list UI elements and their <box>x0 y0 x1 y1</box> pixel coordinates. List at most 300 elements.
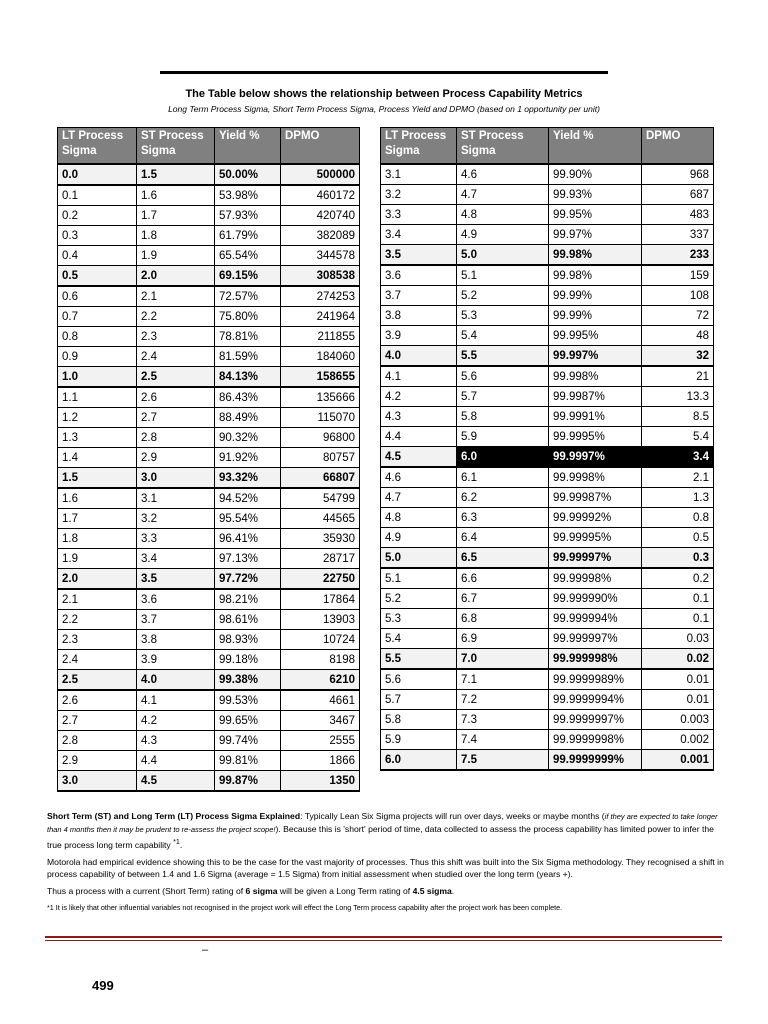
cell-lt-sigma: 3.6 <box>381 265 457 286</box>
cell-lt-sigma: 2.1 <box>58 589 137 610</box>
cell-dpmo: 28717 <box>281 549 360 569</box>
table-row <box>58 448 360 468</box>
cell-st-sigma: 6.3 <box>457 508 549 528</box>
cell-dpmo: 1.3 <box>642 488 714 508</box>
cell-yield: 78.81% <box>215 327 281 347</box>
cell-dpmo: 2.1 <box>642 467 714 488</box>
cell-st-sigma: 5.2 <box>457 286 549 306</box>
table-row <box>58 711 360 731</box>
cell-lt-sigma: 1.0 <box>58 367 137 388</box>
cell-lt-sigma: 0.2 <box>58 206 137 226</box>
cell-dpmo: 0.5 <box>642 528 714 548</box>
table-row <box>58 185 360 206</box>
cell-yield: 90.32% <box>215 428 281 448</box>
table-row <box>58 509 360 529</box>
table-row <box>58 468 360 489</box>
cell-dpmo: 483 <box>642 205 714 225</box>
cell-dpmo: 337 <box>642 225 714 245</box>
cell-lt-sigma: 3.1 <box>381 164 457 185</box>
cell-yield: 99.98% <box>549 245 642 266</box>
cell-st-sigma: 4.5 <box>137 771 215 792</box>
cell-lt-sigma: 2.6 <box>58 690 137 711</box>
table-row <box>58 771 360 792</box>
cell-st-sigma: 6.9 <box>457 629 549 649</box>
cell-yield: 98.93% <box>215 630 281 650</box>
cell-lt-sigma: 1.5 <box>58 468 137 489</box>
cell-dpmo: 274253 <box>281 286 360 307</box>
cell-yield: 72.57% <box>215 286 281 307</box>
cell-st-sigma: 5.3 <box>457 306 549 326</box>
cell-st-sigma: 5.0 <box>457 245 549 266</box>
cell-yield: 99.99992% <box>549 508 642 528</box>
cell-lt-sigma: 0.4 <box>58 246 137 266</box>
cell-dpmo: 10724 <box>281 630 360 650</box>
cell-dpmo: 0.001 <box>642 750 714 771</box>
cell-st-sigma: 6.4 <box>457 528 549 548</box>
cell-lt-sigma: 1.8 <box>58 529 137 549</box>
table-row <box>381 750 714 771</box>
table-row <box>58 164 360 185</box>
table-row <box>381 245 714 266</box>
cell-lt-sigma: 5.1 <box>381 568 457 589</box>
cell-lt-sigma: 0.1 <box>58 185 137 206</box>
cell-lt-sigma: 1.4 <box>58 448 137 468</box>
cell-st-sigma: 5.6 <box>457 366 549 387</box>
note-conclusion: Thus a process with a current (Short Term) rating of 6 sigma will be given a Long Term rating of 4.5 sigma. <box>47 885 455 896</box>
cell-dpmo: 968 <box>642 164 714 185</box>
cell-lt-sigma: 2.4 <box>58 650 137 670</box>
table-row <box>58 347 360 367</box>
col-lt-sigma: LT Process Sigma <box>381 128 457 165</box>
cell-lt-sigma: 3.3 <box>381 205 457 225</box>
cell-lt-sigma: 4.9 <box>381 528 457 548</box>
table-header-row <box>58 128 360 165</box>
cell-yield: 75.80% <box>215 307 281 327</box>
cell-dpmo: 0.01 <box>642 669 714 690</box>
cell-st-sigma: 3.2 <box>137 509 215 529</box>
cell-yield: 99.99% <box>549 306 642 326</box>
cell-dpmo: 4661 <box>281 690 360 711</box>
cell-st-sigma: 3.5 <box>137 569 215 590</box>
cell-dpmo: 158655 <box>281 367 360 388</box>
cell-yield: 91.92% <box>215 448 281 468</box>
cell-st-sigma: 5.7 <box>457 387 549 407</box>
cell-lt-sigma: 2.0 <box>58 569 137 590</box>
cell-st-sigma: 6.7 <box>457 589 549 609</box>
cell-lt-sigma: 4.4 <box>381 427 457 447</box>
cell-dpmo: 1350 <box>281 771 360 792</box>
cell-yield: 99.81% <box>215 751 281 771</box>
cell-dpmo: 0.1 <box>642 609 714 629</box>
table-row <box>381 205 714 225</box>
table-row <box>58 226 360 246</box>
cell-lt-sigma: 2.8 <box>58 731 137 751</box>
cell-st-sigma: 3.8 <box>137 630 215 650</box>
cell-yield: 99.99997% <box>549 548 642 569</box>
cell-yield: 99.999994% <box>549 609 642 629</box>
cell-st-sigma: 4.3 <box>137 731 215 751</box>
table-row <box>58 731 360 751</box>
table-row <box>58 610 360 630</box>
table-row <box>58 327 360 347</box>
cell-st-sigma: 4.6 <box>457 164 549 185</box>
table-row <box>381 427 714 447</box>
cell-dpmo: 687 <box>642 185 714 205</box>
cell-dpmo: 32 <box>642 346 714 367</box>
cell-st-sigma: 1.6 <box>137 185 215 206</box>
cell-st-sigma: 5.4 <box>457 326 549 346</box>
cell-dpmo: 308538 <box>281 266 360 287</box>
col-lt-sigma: LT Process Sigma <box>58 128 137 165</box>
cell-dpmo: 184060 <box>281 347 360 367</box>
table-row <box>58 246 360 266</box>
cell-dpmo: 66807 <box>281 468 360 489</box>
cell-st-sigma: 7.5 <box>457 750 549 771</box>
table-row <box>381 407 714 427</box>
cell-st-sigma: 5.1 <box>457 265 549 286</box>
cell-st-sigma: 3.1 <box>137 488 215 509</box>
table-row <box>58 367 360 388</box>
cell-st-sigma: 5.9 <box>457 427 549 447</box>
cell-lt-sigma: 5.8 <box>381 710 457 730</box>
table-row <box>381 366 714 387</box>
table-row <box>381 508 714 528</box>
cell-yield: 99.9999997% <box>549 710 642 730</box>
cell-st-sigma: 1.9 <box>137 246 215 266</box>
cell-st-sigma: 3.6 <box>137 589 215 610</box>
note-motorola: Motorola had empirical evidence showing this to be the case for the vast majority of processes. Thus this shift was built into the Six Sigma methodology. They recognised a shift in process capability of between 1.4 and 1.6 Sigma (average = 1.5 Sigma) from initial assessment when studied over the long term (years +). <box>47 856 724 879</box>
cell-st-sigma: 1.8 <box>137 226 215 246</box>
cell-yield: 99.9998% <box>549 467 642 488</box>
cell-yield: 99.9999998% <box>549 730 642 750</box>
table-row <box>381 589 714 609</box>
cell-dpmo: 6210 <box>281 670 360 691</box>
cell-yield: 99.9987% <box>549 387 642 407</box>
cell-lt-sigma: 5.0 <box>381 548 457 569</box>
cell-st-sigma: 2.4 <box>137 347 215 367</box>
cell-dpmo: 3.4 <box>642 447 714 468</box>
cell-dpmo: 0.3 <box>642 548 714 569</box>
cell-dpmo: 233 <box>642 245 714 266</box>
cell-dpmo: 0.8 <box>642 508 714 528</box>
table-row <box>381 690 714 710</box>
table-row <box>58 529 360 549</box>
cell-dpmo: 1866 <box>281 751 360 771</box>
cell-yield: 99.95% <box>549 205 642 225</box>
cell-st-sigma: 4.4 <box>137 751 215 771</box>
cell-yield: 99.9997% <box>549 447 642 468</box>
cell-lt-sigma: 5.5 <box>381 649 457 670</box>
cell-lt-sigma: 4.0 <box>381 346 457 367</box>
col-st-sigma: ST Process Sigma <box>137 128 215 165</box>
table-header-row <box>381 128 714 165</box>
cell-yield: 99.9999999% <box>549 750 642 771</box>
col-yield: Yield % <box>215 128 281 165</box>
table-row <box>58 266 360 287</box>
cell-lt-sigma: 0.7 <box>58 307 137 327</box>
cell-lt-sigma: 0.0 <box>58 164 137 185</box>
cell-lt-sigma: 5.2 <box>381 589 457 609</box>
cell-st-sigma: 3.3 <box>137 529 215 549</box>
cell-lt-sigma: 5.4 <box>381 629 457 649</box>
cell-yield: 99.99987% <box>549 488 642 508</box>
cell-dpmo: 35930 <box>281 529 360 549</box>
cell-dpmo: 8.5 <box>642 407 714 427</box>
cell-lt-sigma: 1.2 <box>58 408 137 428</box>
cell-lt-sigma: 3.7 <box>381 286 457 306</box>
cell-yield: 84.13% <box>215 367 281 388</box>
cell-dpmo: 2555 <box>281 731 360 751</box>
cell-st-sigma: 4.9 <box>457 225 549 245</box>
cell-dpmo: 96800 <box>281 428 360 448</box>
cell-dpmo: 44565 <box>281 509 360 529</box>
cell-dpmo: 48 <box>642 326 714 346</box>
table-row <box>381 387 714 407</box>
cell-st-sigma: 2.6 <box>137 387 215 408</box>
table-row <box>58 569 360 590</box>
cell-yield: 99.87% <box>215 771 281 792</box>
cell-st-sigma: 2.9 <box>137 448 215 468</box>
cell-lt-sigma: 4.1 <box>381 366 457 387</box>
cell-yield: 98.61% <box>215 610 281 630</box>
cell-yield: 50.00% <box>215 164 281 185</box>
table-row <box>381 548 714 569</box>
cell-st-sigma: 6.2 <box>457 488 549 508</box>
cell-st-sigma: 4.2 <box>137 711 215 731</box>
table-row <box>58 589 360 610</box>
col-dpmo: DPMO <box>642 128 714 165</box>
cell-dpmo: 5.4 <box>642 427 714 447</box>
cell-dpmo: 159 <box>642 265 714 286</box>
cell-lt-sigma: 1.3 <box>58 428 137 448</box>
cell-dpmo: 0.003 <box>642 710 714 730</box>
cell-lt-sigma: 5.9 <box>381 730 457 750</box>
cell-st-sigma: 5.5 <box>457 346 549 367</box>
cell-lt-sigma: 1.6 <box>58 488 137 509</box>
cell-dpmo: 17864 <box>281 589 360 610</box>
cell-lt-sigma: 4.6 <box>381 467 457 488</box>
cell-yield: 99.38% <box>215 670 281 691</box>
cell-st-sigma: 4.8 <box>457 205 549 225</box>
sigma-table-left <box>57 127 360 792</box>
cell-yield: 99.93% <box>549 185 642 205</box>
table-row <box>58 630 360 650</box>
cell-yield: 57.93% <box>215 206 281 226</box>
table-row <box>381 710 714 730</box>
notes-section <box>47 810 727 919</box>
cell-dpmo: 420740 <box>281 206 360 226</box>
cell-st-sigma: 7.2 <box>457 690 549 710</box>
cell-st-sigma: 2.5 <box>137 367 215 388</box>
table-row <box>381 649 714 670</box>
note-explained: Short Term (ST) and Long Term (LT) Process Sigma Explained: Typically Lean Six Sigma projects will run over days, weeks or maybe months (if they are expected to take longer than 4 months then it may be prudent to re-assess the project scope!). Because this is 'short' period of time, data collected to assess the process capability has limited power to infer the true process long term capability $^{*1}$. <box>47 811 718 850</box>
cell-yield: 93.32% <box>215 468 281 489</box>
table-row <box>381 629 714 649</box>
cell-st-sigma: 2.0 <box>137 266 215 287</box>
cell-dpmo: 0.03 <box>642 629 714 649</box>
cell-lt-sigma: 1.1 <box>58 387 137 408</box>
cell-dpmo: 115070 <box>281 408 360 428</box>
cell-dpmo: 0.2 <box>642 568 714 589</box>
cell-yield: 96.41% <box>215 529 281 549</box>
cell-lt-sigma: 4.2 <box>381 387 457 407</box>
cell-lt-sigma: 6.0 <box>381 750 457 771</box>
col-st-sigma: ST Process Sigma <box>457 128 549 165</box>
cell-dpmo: 80757 <box>281 448 360 468</box>
cell-st-sigma: 5.8 <box>457 407 549 427</box>
cell-st-sigma: 3.7 <box>137 610 215 630</box>
cell-yield: 99.9999994% <box>549 690 642 710</box>
cell-lt-sigma: 0.3 <box>58 226 137 246</box>
table-row <box>58 670 360 691</box>
table-row <box>381 488 714 508</box>
table-row <box>58 488 360 509</box>
cell-dpmo: 344578 <box>281 246 360 266</box>
cell-yield: 99.99995% <box>549 528 642 548</box>
cell-yield: 88.49% <box>215 408 281 428</box>
cell-st-sigma: 2.2 <box>137 307 215 327</box>
cell-dpmo: 135666 <box>281 387 360 408</box>
cell-yield: 99.999997% <box>549 629 642 649</box>
cell-st-sigma: 7.3 <box>457 710 549 730</box>
cell-lt-sigma: 0.8 <box>58 327 137 347</box>
cell-st-sigma: 1.7 <box>137 206 215 226</box>
table-row <box>58 751 360 771</box>
cell-dpmo: 500000 <box>281 164 360 185</box>
cell-lt-sigma: 1.7 <box>58 509 137 529</box>
table-row <box>381 326 714 346</box>
table-row <box>381 265 714 286</box>
cell-dpmo: 3467 <box>281 711 360 731</box>
cell-dpmo: 22750 <box>281 569 360 590</box>
cell-dpmo: 0.002 <box>642 730 714 750</box>
cell-st-sigma: 4.7 <box>457 185 549 205</box>
cell-st-sigma: 7.4 <box>457 730 549 750</box>
cell-st-sigma: 4.0 <box>137 670 215 691</box>
cell-lt-sigma: 5.3 <box>381 609 457 629</box>
cell-yield: 99.995% <box>549 326 642 346</box>
cell-lt-sigma: 3.2 <box>381 185 457 205</box>
cell-yield: 99.9991% <box>549 407 642 427</box>
cell-dpmo: 382089 <box>281 226 360 246</box>
cell-dpmo: 460172 <box>281 185 360 206</box>
cell-st-sigma: 2.1 <box>137 286 215 307</box>
top-rule <box>160 71 608 74</box>
cell-yield: 99.65% <box>215 711 281 731</box>
cell-lt-sigma: 5.6 <box>381 669 457 690</box>
cell-st-sigma: 3.0 <box>137 468 215 489</box>
cell-dpmo: 13.3 <box>642 387 714 407</box>
cell-st-sigma: 6.0 <box>457 447 549 468</box>
page-title: The Table below shows the relationship between Process Capability Metrics <box>185 88 583 100</box>
note-heading: Short Term (ST) and Long Term (LT) Process Sigma Explained <box>47 811 301 821</box>
cell-lt-sigma: 5.7 <box>381 690 457 710</box>
cell-dpmo: 0.02 <box>642 649 714 670</box>
cell-st-sigma: 2.3 <box>137 327 215 347</box>
cell-yield: 99.99% <box>549 286 642 306</box>
table-row <box>381 467 714 488</box>
cell-st-sigma: 6.8 <box>457 609 549 629</box>
cell-lt-sigma: 2.7 <box>58 711 137 731</box>
cell-lt-sigma: 4.5 <box>381 447 457 468</box>
table-row <box>381 609 714 629</box>
cell-dpmo: 0.01 <box>642 690 714 710</box>
cell-st-sigma: 7.0 <box>457 649 549 670</box>
cell-yield: 99.999998% <box>549 649 642 670</box>
cell-dpmo: 72 <box>642 306 714 326</box>
cell-yield: 99.90% <box>549 164 642 185</box>
cell-lt-sigma: 4.8 <box>381 508 457 528</box>
table-row <box>58 408 360 428</box>
table-row <box>58 690 360 711</box>
table-row <box>58 428 360 448</box>
table-row <box>58 286 360 307</box>
cell-dpmo: 54799 <box>281 488 360 509</box>
cell-yield: 97.13% <box>215 549 281 569</box>
cell-lt-sigma: 3.9 <box>381 326 457 346</box>
sigma-table-right <box>380 127 714 771</box>
cell-lt-sigma: 2.5 <box>58 670 137 691</box>
cell-dpmo: 21 <box>642 366 714 387</box>
cell-dpmo: 0.1 <box>642 589 714 609</box>
cell-lt-sigma: 3.8 <box>381 306 457 326</box>
cell-lt-sigma: 3.4 <box>381 225 457 245</box>
cell-yield: 95.54% <box>215 509 281 529</box>
table-row <box>58 549 360 569</box>
col-yield: Yield % <box>549 128 642 165</box>
cell-yield: 61.79% <box>215 226 281 246</box>
cell-st-sigma: 6.6 <box>457 568 549 589</box>
cell-yield: 99.18% <box>215 650 281 670</box>
cell-st-sigma: 3.4 <box>137 549 215 569</box>
cell-yield: 86.43% <box>215 387 281 408</box>
cell-yield: 99.997% <box>549 346 642 367</box>
cell-yield: 99.9999989% <box>549 669 642 690</box>
cell-st-sigma: 6.5 <box>457 548 549 569</box>
cell-st-sigma: 3.9 <box>137 650 215 670</box>
table-row <box>381 447 714 468</box>
table-row <box>381 306 714 326</box>
cell-lt-sigma: 2.2 <box>58 610 137 630</box>
cell-yield: 99.98% <box>549 265 642 286</box>
cell-yield: 97.72% <box>215 569 281 590</box>
cell-yield: 94.52% <box>215 488 281 509</box>
page-subtitle: Long Term Process Sigma, Short Term Process Sigma, Process Yield and DPMO (based on 1 opportunity per unit) <box>168 104 600 114</box>
cell-st-sigma: 2.8 <box>137 428 215 448</box>
cell-dpmo: 211855 <box>281 327 360 347</box>
cell-lt-sigma: 1.9 <box>58 549 137 569</box>
cell-st-sigma: 4.1 <box>137 690 215 711</box>
col-dpmo: DPMO <box>281 128 360 165</box>
page-number: 499 <box>92 978 114 993</box>
cell-yield: 69.15% <box>215 266 281 287</box>
cell-st-sigma: 6.1 <box>457 467 549 488</box>
table-row <box>381 164 714 185</box>
cell-dpmo: 8198 <box>281 650 360 670</box>
table-row <box>58 307 360 327</box>
cell-st-sigma: 7.1 <box>457 669 549 690</box>
cell-dpmo: 13903 <box>281 610 360 630</box>
table-row <box>381 730 714 750</box>
table-row <box>58 650 360 670</box>
cell-lt-sigma: 0.9 <box>58 347 137 367</box>
cell-yield: 99.97% <box>549 225 642 245</box>
cell-yield: 99.99998% <box>549 568 642 589</box>
table-row <box>381 669 714 690</box>
cell-lt-sigma: 4.7 <box>381 488 457 508</box>
table-row <box>381 568 714 589</box>
table-row <box>58 206 360 226</box>
